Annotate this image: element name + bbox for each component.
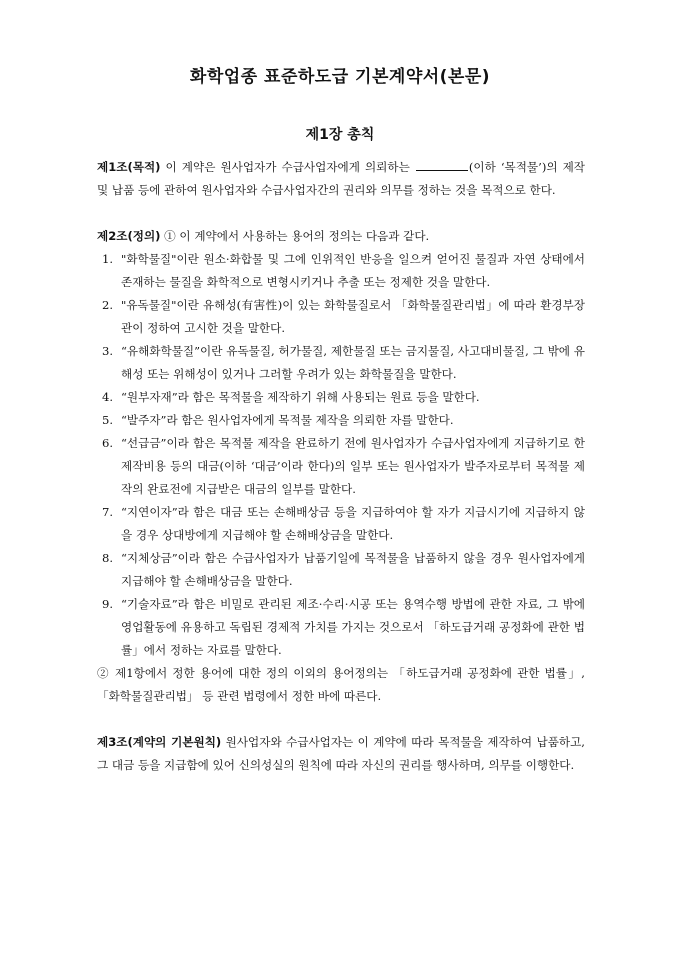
definition-text: “발주자”라 함은 원사업자에게 목적물 제작을 의뢰한 자를 말한다. xyxy=(121,413,454,427)
article-2-intro: ① 이 계약에서 사용하는 용어의 정의는 다음과 같다. xyxy=(160,229,430,243)
definition-text: “기술자료”라 함은 비밀로 관리된 제조·수리·시공 또는 용역수행 방법에 관한 자료, 그 밖에 영업활동에 유용하고 독립된 경제적 가치를 가지는 것으로서 「하도급거래 공정화에 관한 법률」에서 정하는 자료를 말한다. xyxy=(121,597,585,657)
definition-number: 4. xyxy=(102,390,114,404)
article-1-heading: 제1조(목적) xyxy=(97,160,161,174)
definition-item xyxy=(97,248,585,294)
definition-text: “지연이자”라 함은 대금 또는 손해배상금 등을 지급하여야 할 자가 지급시기에 지급하지 않을 경우 상대방에게 지급해야 할 손해배상금을 말한다. xyxy=(121,505,585,542)
definition-item xyxy=(97,340,585,386)
definition-number: 6. xyxy=(102,436,114,450)
article-2-paragraph-2: ② 제1항에서 정한 용어에 대한 정의 이외의 용어정의는 「하도급거래 공정화에 관한 법률」, 「화학물질관리법」 등 관련 법령에서 정한 바에 따른다. xyxy=(97,666,585,703)
definition-text: “원부자재”라 함은 목적물을 제작하기 위해 사용되는 원료 등을 말한다. xyxy=(121,390,480,404)
definition-item xyxy=(97,593,585,662)
article-1-text-start: 이 계약은 원사업자가 수급사업자에게 의뢰하는 xyxy=(160,160,415,174)
article-1-text-end: (이하 ‘목적물’)의 제작 및 납품 등에 관하여 원사업자와 수급사업자간의 권리와 의무를 정하는 것을 목적으로 한다. xyxy=(97,160,586,197)
definition-text: "유독물질"이란 유해성(有害性)이 있는 화학물질로서 「화학물질관리법」에 따라 환경부장관이 정하여 고시한 것을 말한다. xyxy=(121,298,585,335)
definition-number: 7. xyxy=(102,505,114,519)
contract-body xyxy=(97,156,585,777)
definition-number: 8. xyxy=(102,551,114,565)
definition-item xyxy=(97,294,585,340)
definition-list xyxy=(97,248,585,662)
article-3-text: 원사업자와 수급사업자는 이 계약에 따라 목적물을 제작하여 납품하고, 그 대금 등을 지급함에 있어 신의성실의 원칙에 따라 자신의 권리를 행사하며, 의무를 이행한다. xyxy=(97,735,585,772)
definition-item xyxy=(97,409,585,432)
article-2 xyxy=(97,225,585,248)
definition-item xyxy=(97,547,585,593)
definition-number: 5. xyxy=(102,413,114,427)
article-3-heading: 제3조(계약의 기본원칙) xyxy=(97,735,222,749)
article-3 xyxy=(97,731,585,777)
definition-text: “선급금”이라 함은 목적물 제작을 완료하기 전에 원사업자가 수급사업자에게 지급하기로 한 제작비용 등의 대금(이하 ‘대금’이라 한다)의 일부 또는 원사업자가 발주자로부터 목적물 제작의 완료전에 지급받은 대금의 일부를 말한다. xyxy=(121,436,585,496)
definition-text: "화학물질"이란 원소·화합물 및 그에 인위적인 반응을 일으켜 얻어진 물질과 자연 상태에서 존재하는 물질을 화학적으로 변형시키거나 추출 또는 정제한 것을 말한다. xyxy=(121,252,585,289)
definition-item xyxy=(97,386,585,409)
article-2-heading: 제2조(정의) xyxy=(97,229,161,243)
definition-number: 3. xyxy=(102,344,114,358)
definition-item xyxy=(97,501,585,547)
definition-number: 1. xyxy=(102,252,114,266)
definition-number: 9. xyxy=(102,597,114,611)
definition-text: “지체상금”이라 함은 수급사업자가 납품기일에 목적물을 납품하지 않을 경우 원사업자에게 지급해야 할 손해배상금을 말한다. xyxy=(121,551,585,588)
document-title: 화학업종 표준하도급 기본계약서(본문) xyxy=(189,67,491,87)
purpose-blank-field[interactable] xyxy=(416,159,468,171)
definition-item xyxy=(97,432,585,501)
definition-text: “유해화학물질”이란 유독물질, 허가물질, 제한물질 또는 금지물질, 사고대비물질, 그 밖에 유해성 또는 위해성이 있거나 그러할 우려가 있는 화학물질을 말한다. xyxy=(121,344,585,381)
chapter-heading: 제1장 총칙 xyxy=(305,127,375,143)
definition-number: 2. xyxy=(102,298,114,312)
article-1 xyxy=(97,156,585,202)
